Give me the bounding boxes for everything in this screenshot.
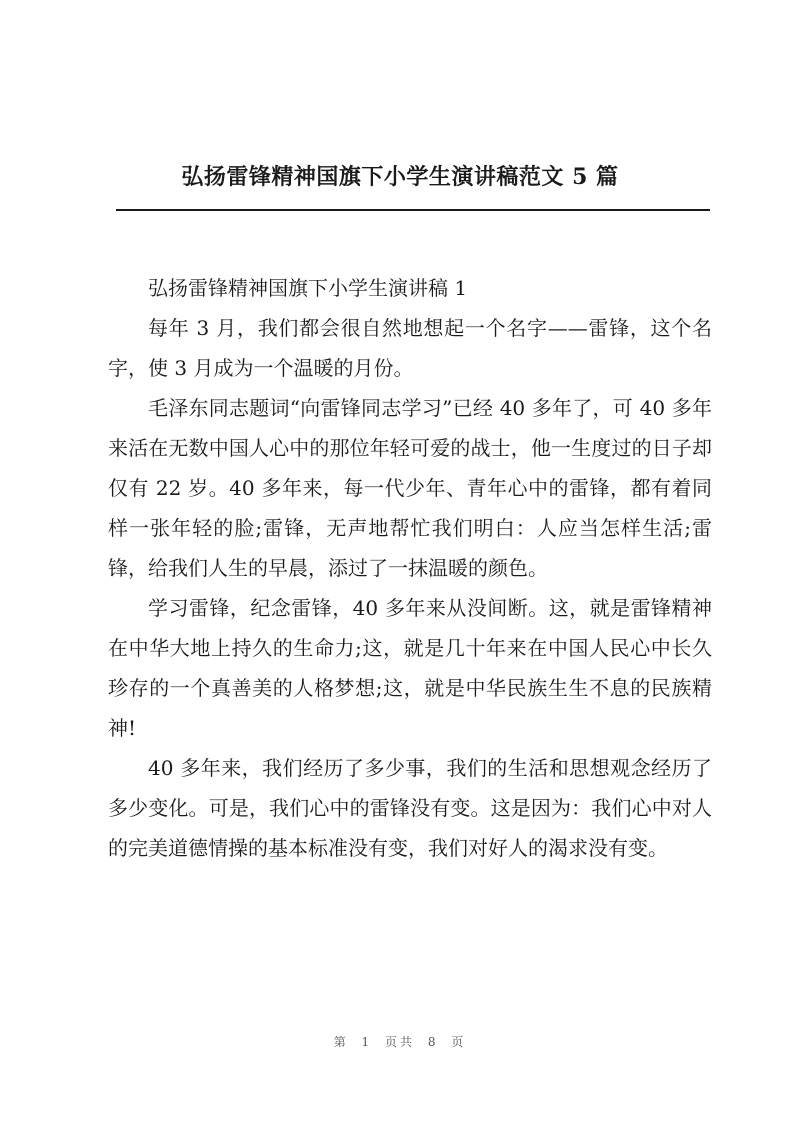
paragraph: 40 多年来，我们经历了多少事，我们的生活和思想观念经历了多少变化。可是，我们心中的雷锋没有变。这是因为：我们心中对人的完美道德情操的基本标准没有变，我们对好人的渴求没有变。 [108, 756, 712, 860]
title-divider [116, 209, 710, 211]
document-body [108, 268, 712, 868]
paragraph: 每年 3 月，我们都会很自然地想起一个名字——雷锋，这个名字，使 3 月成为一个温暖的月份。 [108, 316, 712, 380]
section-heading: 弘扬雷锋精神国旗下小学生演讲稿 1 [148, 276, 468, 300]
document-title: 弘扬雷锋精神国旗下小学生演讲稿范文 5 篇 [181, 164, 619, 190]
page-footer: 第 1 页共 8 页 [333, 1035, 467, 1049]
paragraph: 毛泽东同志题词“向雷锋同志学习”已经 40 多年了，可 40 多年来活在无数中国人心中的那位年轻可爱的战士，他一生度过的日子却仅有 22 岁。40 多年来，每一代少年、青年心中的雷锋，都有着同样一张年轻的脸;雷锋，无声地帮忙我们明白：人应当怎样生活;雷锋，给我们人生的早晨，添过了一抹温暖的颜色。 [108, 396, 712, 580]
paragraph: 学习雷锋，纪念雷锋，40 多年来从没间断。这，就是雷锋精神在中华大地上持久的生命力;这，就是几十年来在中国人民心中长久珍存的一个真善美的人格梦想;这，就是中华民族生生不息的民族精神! [108, 596, 712, 740]
